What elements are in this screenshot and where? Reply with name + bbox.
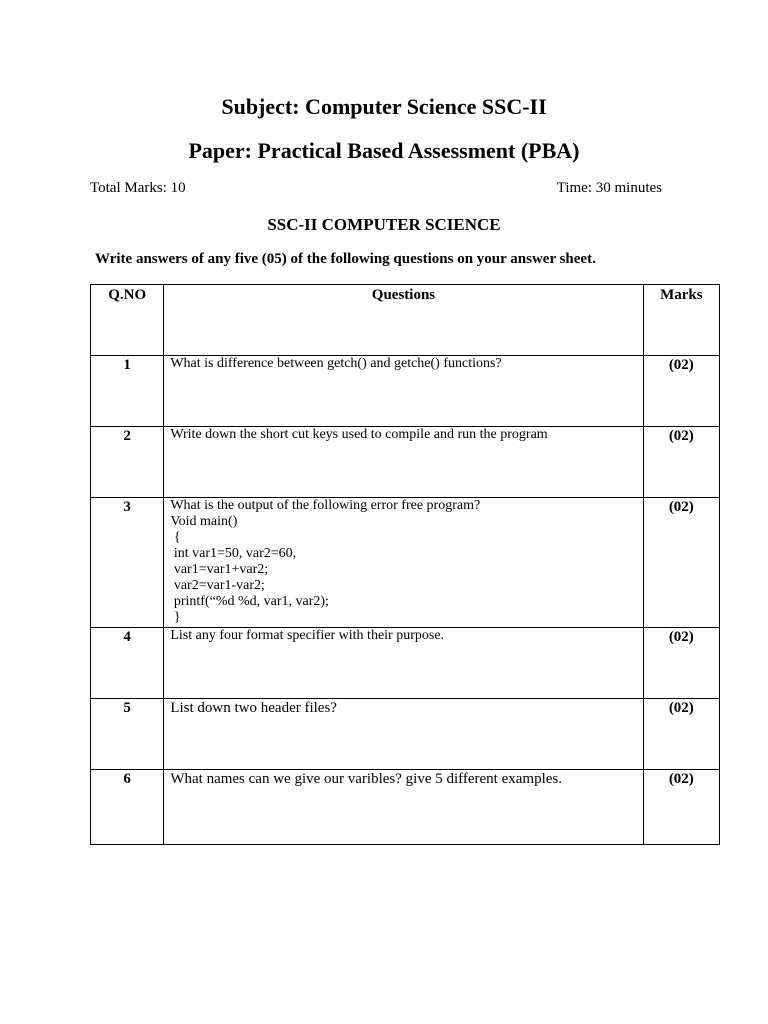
question-marks: (02) [643,628,719,699]
table-row [91,427,720,498]
question-number: 4 [91,628,164,699]
code-line: Void main() [170,514,238,529]
question-marks: (02) [643,699,719,770]
question-table [90,284,720,845]
question-number: 2 [91,427,164,498]
question-text: List down two header files? [164,699,643,770]
question-text: What names can we give our varibles? give 5 different examples. [164,770,643,845]
question-text: List any four format specifier with their purpose. [164,628,643,699]
question-number: 1 [91,356,164,427]
question-text: What is the output of the following error free program? [170,498,481,513]
table-row [91,628,720,699]
code-line: var1=var1+var2; [170,562,269,577]
code-line: int var1=50, var2=60, [170,546,297,561]
section-heading: SSC-II COMPUTER SCIENCE [267,215,501,234]
code-line: } [170,610,181,625]
code-line: printf(“%d %d, var1, var2); [170,594,329,609]
question-cell [164,498,643,628]
table-row [91,699,720,770]
question-number: 5 [91,699,164,770]
column-header-qno: Q.NO [91,285,164,356]
total-marks: Total Marks: 10 [90,180,186,196]
subject-title: Subject: Computer Science SSC-II [221,94,547,119]
question-text: What is difference between getch() and getche() functions? [164,356,643,427]
instruction-text: Write answers of any five (05) of the following questions on your answer sheet. [95,251,596,267]
question-text: Write down the short cut keys used to compile and run the program [164,427,643,498]
question-number: 6 [91,770,164,845]
question-number: 3 [91,498,164,628]
code-line: var2=var1-var2; [170,578,265,593]
question-marks: (02) [643,770,719,845]
question-marks: (02) [643,498,719,628]
column-header-questions: Questions [164,285,643,356]
time-allowed: Time: 30 minutes [556,180,662,196]
table-row [91,498,720,628]
table-row [91,356,720,427]
code-line: { [170,530,181,545]
question-marks: (02) [643,356,719,427]
column-header-marks: Marks [643,285,719,356]
table-header-row [91,285,720,356]
paper-title: Paper: Practical Based Assessment (PBA) [188,138,580,163]
table-row [91,770,720,845]
question-marks: (02) [643,427,719,498]
